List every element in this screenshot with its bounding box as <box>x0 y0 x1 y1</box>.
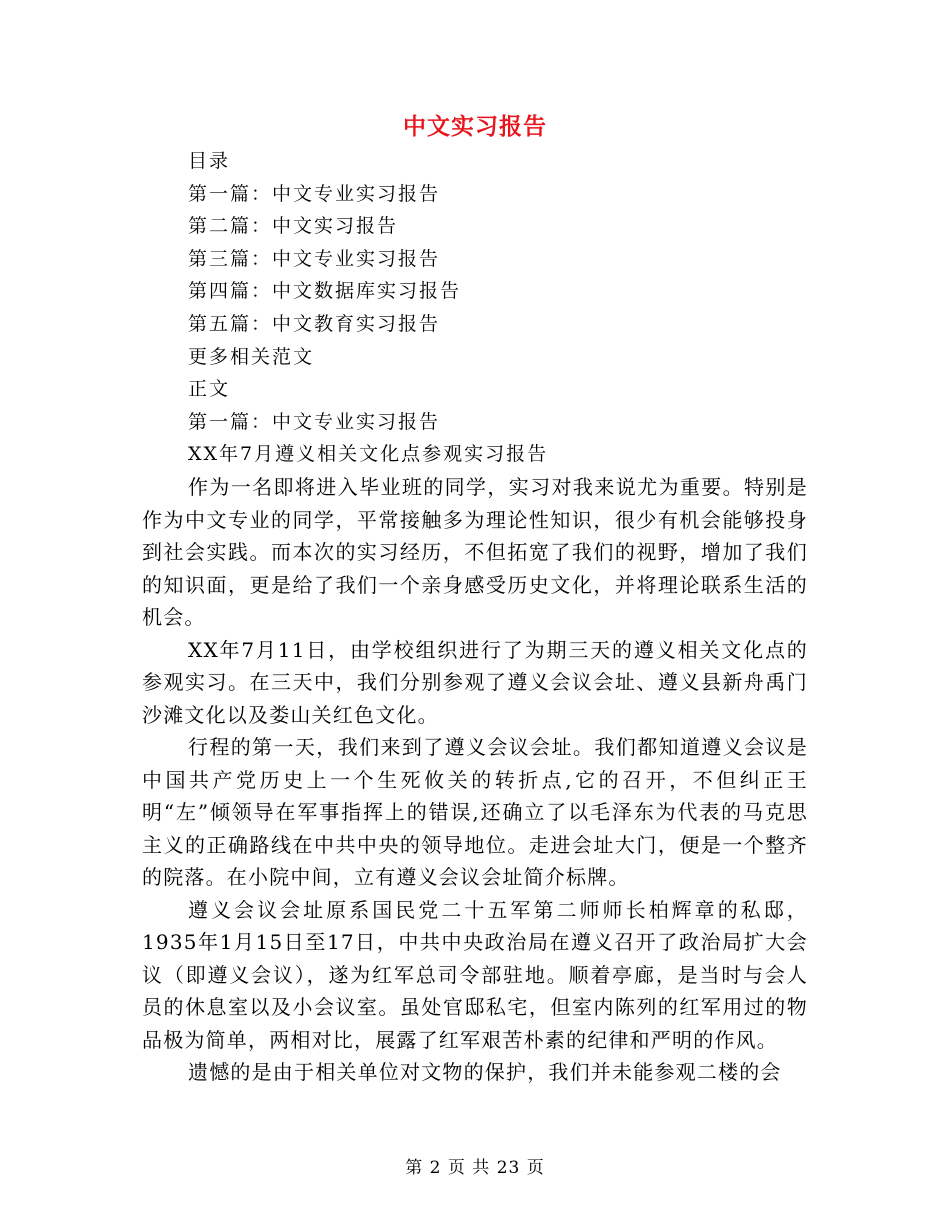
paragraph: 遵义会议会址原系国民党二十五军第二师师长柏辉章的私邸，1935年1月15日至17日，中共中央政治局在遵义召开了政治局扩大会议（即遵义会议），遂为红军总司令部驻地。顺着亭廊，是当时与会人员的休息室以及小会议室。虽处官邸私宅，但室内陈列的红军用过的物品极为简单，两相对比，展露了红军艰苦朴素的纪律和严明的作风。 <box>142 897 808 1052</box>
chapter-heading: 第一篇：中文专业实习报告 <box>188 410 441 433</box>
paragraph: XX年7月11日，由学校组织进行了为期三天的遵义相关文化点的参观实习。在三天中，我们分别参观了遵义会议会址、遵义县新舟禹门沙滩文化以及娄山关红色文化。 <box>142 637 808 727</box>
body-text <box>142 471 808 1089</box>
toc-item-4: 第四篇：中文数据库实习报告 <box>188 280 462 303</box>
page-number-footer: 第 2 页 共 23 页 <box>405 1158 545 1178</box>
paragraph: 遗憾的是由于相关单位对文物的保护，我们并未能参观二楼的会 <box>188 1060 782 1084</box>
paragraph: 行程的第一天，我们来到了遵义会议会址。我们都知道遵义会议是中国共产党历史上一个生死攸关的转折点,它的召开，不但纠正王明“左”倾领导在军事指挥上的错误,还确立了以毛泽东为代表的马克思主义的正确路线在中共中央的领导地位。走进会址大门，便是一个整齐的院落。在小院中间，立有遵义会议会址简介标牌。 <box>142 735 808 889</box>
report-subtitle: XX年7月遵义相关文化点参观实习报告 <box>188 443 549 466</box>
toc-more-related: 更多相关范文 <box>188 345 315 368</box>
toc-item-1: 第一篇：中文专业实习报告 <box>188 182 441 205</box>
toc-item-3: 第三篇：中文专业实习报告 <box>188 247 441 270</box>
document-title: 中文实习报告 <box>403 113 547 140</box>
paragraph: 作为一名即将进入毕业班的同学，实习对我来说尤为重要。特别是作为中文专业的同学，平常接触多为理论性知识，很少有机会能够投身到社会实践。而本次的实习经历，不但拓宽了我们的视野，增加了我们的知识面，更是给了我们一个亲身感受历史文化，并将理论联系生活的机会。 <box>142 475 808 629</box>
toc-item-5: 第五篇：中文教育实习报告 <box>188 312 441 335</box>
main-text-heading: 正文 <box>188 378 231 401</box>
toc-heading: 目录 <box>188 150 231 172</box>
toc-item-2: 第二篇：中文实习报告 <box>188 215 399 238</box>
table-of-contents <box>188 145 828 471</box>
